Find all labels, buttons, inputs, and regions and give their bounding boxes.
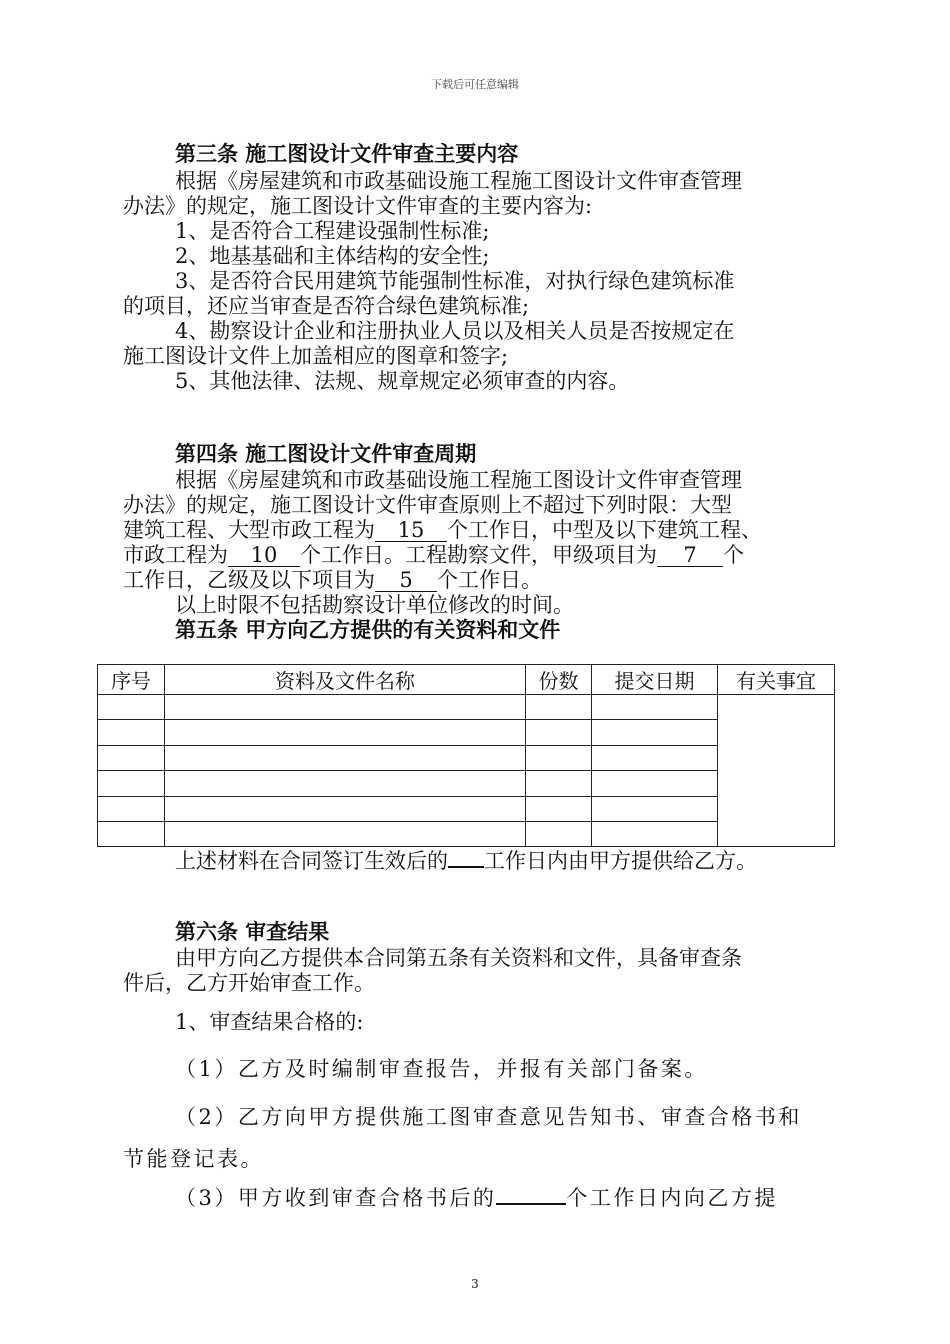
text-span: 工作日，乙级及以下项目为 [123, 568, 375, 592]
section3-item: 2、地基基础和主体结构的安全性; [175, 244, 490, 268]
table-cell [526, 821, 592, 846]
table-cell [526, 695, 592, 720]
section4-line: 以上时限不包括勘察设计单位修改的时间。 [175, 593, 574, 617]
table-cell [165, 720, 526, 745]
table-cell [592, 720, 718, 745]
text-span: 个 [723, 543, 744, 567]
table-header-cell: 资料及文件名称 [165, 665, 526, 695]
section6-line: 件后，乙方开始审查工作。 [123, 971, 375, 995]
table-cell [592, 821, 718, 846]
section4-line [123, 517, 762, 543]
table-cell [165, 821, 526, 846]
table-cell [98, 745, 165, 770]
table-cell [526, 745, 592, 770]
text-span: 个工作日。工程勘察文件，甲级项目为 [300, 543, 657, 567]
table-cell [592, 695, 718, 720]
section6-subitem: （1）乙方及时编制审查报告，并报有关部门备案。 [175, 1057, 708, 1081]
text-span: 上述材料在合同签订生效后的 [175, 849, 448, 873]
table-header-row [98, 665, 835, 695]
table-cell [592, 771, 718, 796]
section4-line [123, 542, 744, 568]
table-cell [98, 821, 165, 846]
text-span: 个工作日。 [437, 568, 542, 592]
table-cell [526, 796, 592, 821]
table-cell [165, 695, 526, 720]
table-header-cell: 序号 [98, 665, 165, 695]
text-span: 个工作日，中型及以下建筑工程、 [447, 518, 762, 542]
days-grade-b-value: 5 [375, 569, 437, 592]
text-span: 建筑工程、大型市政工程为 [123, 518, 375, 542]
blank-underline [496, 1183, 566, 1205]
table-cell [165, 771, 526, 796]
table-cell [165, 796, 526, 821]
table-cell [592, 796, 718, 821]
section4-line: 根据《房屋建筑和市政基础设施工程施工图设计文件审查管理 [175, 468, 742, 492]
table-cell [98, 695, 165, 720]
section4-line: 办法》的规定，施工图设计文件审查原则上不超过下列时限：大型 [123, 493, 732, 517]
section5-note [175, 846, 757, 874]
table-cell [165, 745, 526, 770]
days-large-value: 15 [375, 519, 447, 542]
table-cell [98, 771, 165, 796]
text-span: 个工作日内向乙方提 [566, 1186, 778, 1210]
section3-item: 4、勘察设计企业和注册执业人员以及相关人员是否按规定在 [175, 319, 735, 343]
table-row [98, 695, 835, 720]
section6-title: 第六条 审查结果 [175, 919, 330, 944]
section6-subitem [175, 1183, 778, 1211]
section3-line: 施工图设计文件上加盖相应的图章和签字; [123, 344, 509, 368]
section3-item: 3、是否符合民用建筑节能强制性标准，对执行绿色建筑标准 [175, 269, 735, 293]
section3-item: 5、其他法律、法规、规章规定必须审查的内容。 [175, 369, 630, 393]
table-header-cell: 份数 [526, 665, 592, 695]
table-cell-merged [718, 695, 835, 847]
table-cell [98, 720, 165, 745]
section4-title: 第四条 施工图设计文件审查周期 [175, 441, 477, 466]
section3-line: 的项目，还应当审查是否符合绿色建筑标准; [123, 294, 530, 318]
table-cell [98, 796, 165, 821]
section3-line: 根据《房屋建筑和市政基础设施工程施工图设计文件审查管理 [175, 169, 742, 193]
days-medium-value: 10 [228, 544, 300, 567]
text-span: 市政工程为 [123, 543, 228, 567]
table-cell [526, 771, 592, 796]
blank-underline [448, 846, 484, 868]
documents-table [97, 664, 835, 847]
table-header-cell: 提交日期 [592, 665, 718, 695]
section3-title: 第三条 施工图设计文件审查主要内容 [175, 141, 519, 166]
section3-item: 1、是否符合工程建设强制性标准; [175, 219, 490, 243]
table-cell [592, 745, 718, 770]
section6-subitem: （2）乙方向甲方提供施工图审查意见告知书、审查合格书和 [175, 1105, 802, 1129]
section5-title: 第五条 甲方向乙方提供的有关资料和文件 [175, 617, 561, 642]
section6-subitem: 节能登记表。 [123, 1147, 264, 1171]
text-span: （3）甲方收到审查合格书后的 [175, 1186, 497, 1210]
section4-line [123, 567, 542, 593]
section3-line: 办法》的规定，施工图设计文件审查的主要内容为: [123, 194, 593, 218]
section6-item: 1、审查结果合格的: [175, 1010, 364, 1034]
page-header: 下载后可任意编辑 [431, 78, 519, 91]
section6-line: 由甲方向乙方提供本合同第五条有关资料和文件，具备审查条 [175, 946, 742, 970]
days-grade-a-value: 7 [657, 544, 723, 567]
text-span: 工作日内由甲方提供给乙方。 [484, 849, 757, 873]
page-number: 3 [471, 1277, 479, 1291]
table-cell [526, 720, 592, 745]
table-header-cell: 有关事宜 [718, 665, 835, 695]
